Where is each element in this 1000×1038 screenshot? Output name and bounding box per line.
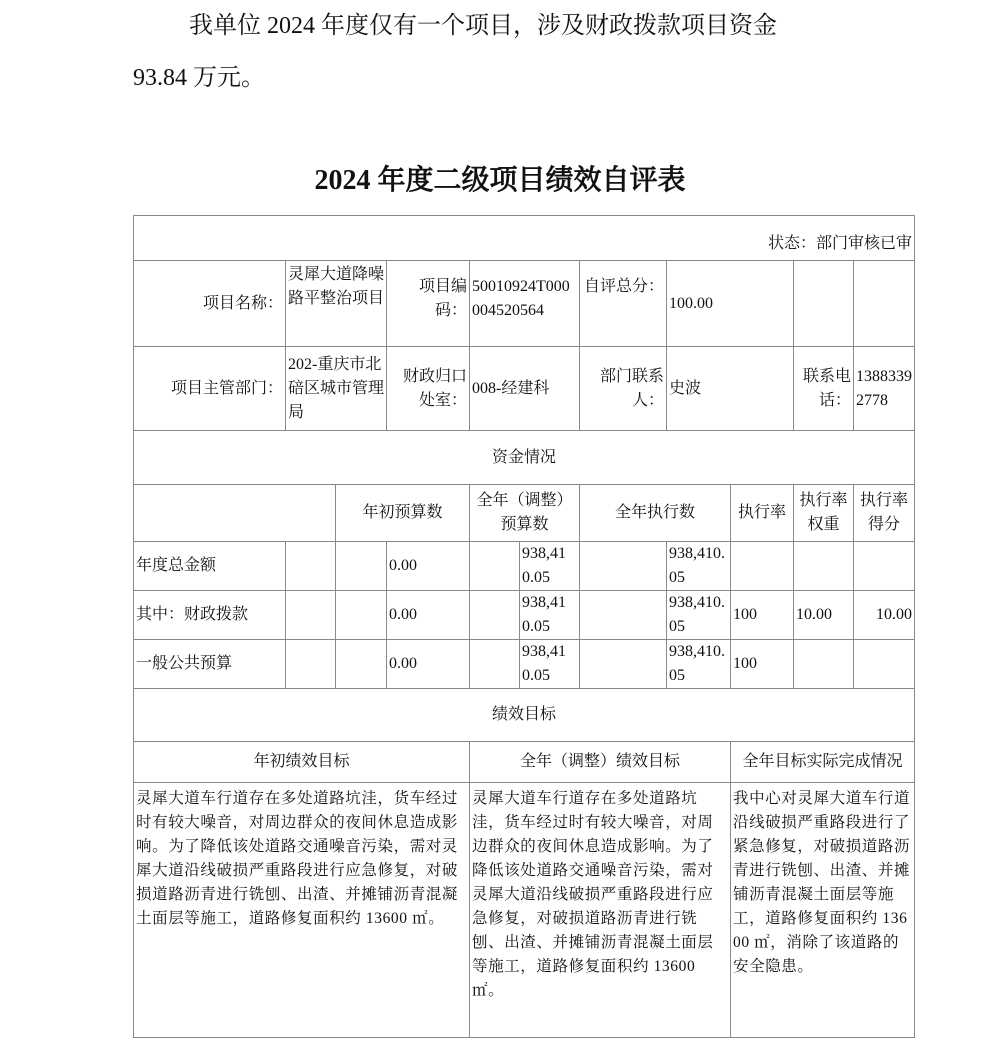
empty-cell <box>336 542 387 591</box>
weight-value <box>794 542 854 591</box>
project-name-row <box>134 261 915 347</box>
status-text: 状态：部门审核已审 <box>134 216 915 261</box>
contact-value: 史波 <box>667 347 794 431</box>
phone-label: 联系电话： <box>794 347 854 431</box>
goals-actual-text: 我中心对灵犀大道车行道沿线破损严重路段进行了紧急修复，对破损道路沥青进行铣刨、出渣、并摊铺沥青混凝土面层等施工，道路修复面积约 13600 ㎡，消除了该道路的安全隐患。 <box>731 783 915 1038</box>
header-executed: 全年执行数 <box>580 485 731 542</box>
funds-row <box>134 640 915 689</box>
funds-row-label: 年度总金额 <box>134 542 286 591</box>
rate-value: 100 <box>731 640 794 689</box>
header-rate-score: 执行率得分 <box>854 485 915 542</box>
funds-row-label: 其中：财政拨款 <box>134 591 286 640</box>
header-initial-budget: 年初预算数 <box>336 485 470 542</box>
empty-cell <box>580 542 667 591</box>
executed-value: 938,410.05 <box>667 542 731 591</box>
empty-cell <box>470 542 520 591</box>
project-name-label: 项目名称： <box>134 261 286 347</box>
header-adjusted-budget: 全年（调整）预算数 <box>470 485 580 542</box>
intro-line-2: 93.84 万元。 <box>133 65 265 91</box>
empty-cell <box>336 640 387 689</box>
empty-cell <box>794 261 854 347</box>
goals-adjusted-text: 灵犀大道车行道存在多处道路坑洼，货车经过时有较大噪音，对周边群众的夜间休息造成影响。为了降低该处道路交通噪音污染，需对灵犀大道沿线破损严重路段进行应急修复，对破损道路沥青进行铣刨、出渣、并摊铺沥青混凝土面层等施工，道路修复面积约 13600 ㎡。 <box>470 783 731 1038</box>
goals-header-adjusted: 全年（调整）绩效目标 <box>470 742 731 783</box>
dept-value: 202-重庆市北碚区城市管理局 <box>286 347 387 431</box>
empty-cell <box>336 591 387 640</box>
funds-row-label: 一般公共预算 <box>134 640 286 689</box>
goals-section-row <box>134 689 915 742</box>
project-name-value: 灵犀大道降噪路平整治项目 <box>286 261 387 347</box>
executed-value: 938,410.05 <box>667 591 731 640</box>
empty-cell <box>286 640 336 689</box>
score-value <box>854 542 915 591</box>
empty-cell <box>470 591 520 640</box>
goals-content-row <box>134 783 915 1038</box>
self-score-label: 自评总分： <box>580 261 667 347</box>
funds-section-row <box>134 431 915 485</box>
initial-budget-value: 0.00 <box>387 591 470 640</box>
empty-cell <box>580 591 667 640</box>
goals-header-actual: 全年目标实际完成情况 <box>731 742 915 783</box>
empty-header-cell <box>134 485 336 542</box>
contact-label: 部门联系人： <box>580 347 667 431</box>
initial-budget-value: 0.00 <box>387 542 470 591</box>
goals-header-row <box>134 742 915 783</box>
project-code-value: 50010924T000004520564 <box>470 261 580 347</box>
goals-section-title: 绩效目标 <box>134 689 915 742</box>
intro-paragraph <box>133 0 893 104</box>
rate-value <box>731 542 794 591</box>
phone-value: 13883392778 <box>854 347 915 431</box>
dept-label: 项目主管部门： <box>134 347 286 431</box>
empty-cell <box>854 261 915 347</box>
evaluation-table <box>133 215 915 1038</box>
rate-value: 100 <box>731 591 794 640</box>
finance-office-label: 财政归口处室： <box>387 347 470 431</box>
empty-cell <box>580 640 667 689</box>
goals-initial-text: 灵犀大道车行道存在多处道路坑洼，货车经过时有较大噪音，对周边群众的夜间休息造成影响。为了降低该处道路交通噪音污染，需对灵犀大道沿线破损严重路段进行应急修复，对破损道路沥青进行铣刨、出渣、并摊铺沥青混凝土面层等施工，道路修复面积约 13600 ㎡。 <box>134 783 470 1038</box>
score-value: 10.00 <box>854 591 915 640</box>
funds-header-row <box>134 485 915 542</box>
initial-budget-value: 0.00 <box>387 640 470 689</box>
adjusted-budget-value: 938,410.05 <box>520 542 580 591</box>
self-score-value: 100.00 <box>667 261 794 347</box>
intro-line-1: 我单位 2024 年度仅有一个项目，涉及财政拨款项目资金 <box>189 13 777 39</box>
score-value <box>854 640 915 689</box>
project-dept-row <box>134 347 915 431</box>
finance-office-value: 008-经建科 <box>470 347 580 431</box>
goals-header-initial: 年初绩效目标 <box>134 742 470 783</box>
funds-row <box>134 542 915 591</box>
adjusted-budget-value: 938,410.05 <box>520 640 580 689</box>
project-code-label: 项目编码： <box>387 261 470 347</box>
funds-section-title: 资金情况 <box>134 431 915 485</box>
empty-cell <box>470 640 520 689</box>
funds-row <box>134 591 915 640</box>
empty-cell <box>286 542 336 591</box>
empty-cell <box>286 591 336 640</box>
weight-value: 10.00 <box>794 591 854 640</box>
header-rate-weight: 执行率权重 <box>794 485 854 542</box>
status-row <box>134 216 915 261</box>
executed-value: 938,410.05 <box>667 640 731 689</box>
adjusted-budget-value: 938,410.05 <box>520 591 580 640</box>
form-title: 2024 年度二级项目绩效自评表 <box>314 165 686 196</box>
weight-value <box>794 640 854 689</box>
header-rate: 执行率 <box>731 485 794 542</box>
